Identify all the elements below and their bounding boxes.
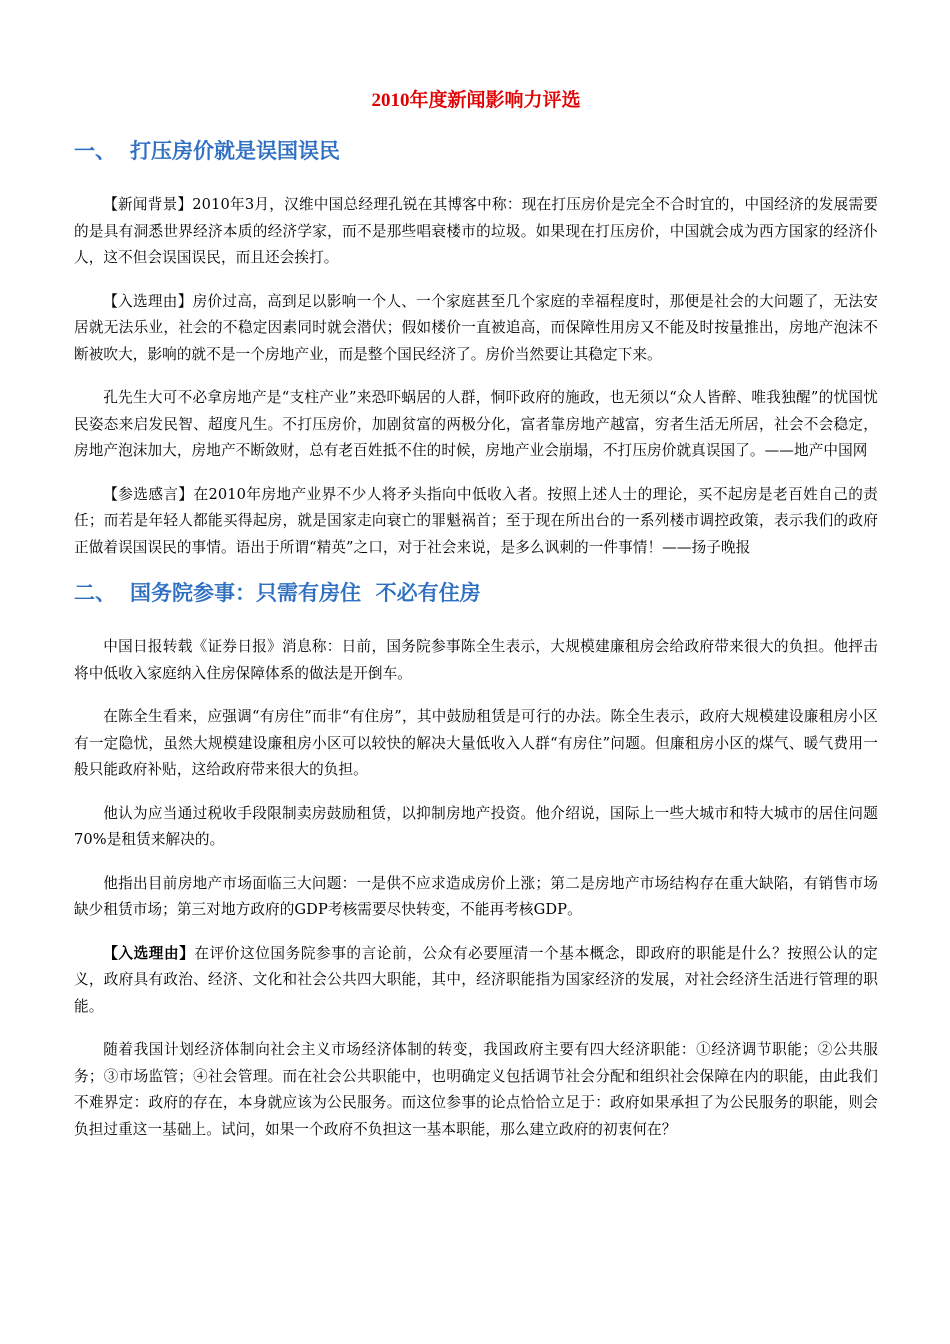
section-2 xyxy=(74,578,878,1143)
section-title: 打压房价就是误国误民 xyxy=(130,139,340,163)
paragraph-text: 2010年3月，汉维中国总经理孔锐在其博客中称：现在打压房价是完全不合时宜的，中国经济的发展需要的是具有洞悉世界经济本质的经济学家，而不是那些唱衰楼市的垃圾。如果现在打压房价，中国就会成为西方国家的经济仆人，这不但会误国误民，而且还会挨打。 xyxy=(74,196,878,266)
paragraph-text: 他指出目前房地产市场面临三大问题：一是供不应求造成房价上涨；第二是房地产市场结构存在重大缺陷，有销售市场缺少租赁市场；第三对地方政府的GDP考核需要尽快转变，不能再考核GDP。 xyxy=(74,874,878,918)
section-number: 一、 xyxy=(74,139,116,163)
section-number: 二、 xyxy=(74,581,116,605)
paragraph-tag: 【入选理由】 xyxy=(103,944,195,962)
section-1 xyxy=(74,136,878,561)
paragraph-text: 中国日报转载《证券日报》消息称：日前，国务院参事陈全生表示，大规模建廉租房会给政府带来很大的负担。他抨击将中低收入家庭纳入住房保障体系的做法是开倒车。 xyxy=(74,638,878,682)
section-heading xyxy=(74,578,878,608)
paragraph xyxy=(74,801,878,854)
paragraph-text: 房价过高，高到足以影响一个人、一个家庭甚至几个家庭的幸福程度时，那便是社会的大问题了，无法安居就无法乐业，社会的不稳定因素同时就会潜伏；假如楼价一直被追高，而保障性用房又不能及时按量推出，房地产泡沫不断被吹大，影响的就不是一个房地产业，而是整个国民经济了。房价当然要让其稳定下来。 xyxy=(74,292,878,363)
paragraph-tag: 【新闻背景】 xyxy=(103,196,193,213)
paragraph xyxy=(74,871,878,924)
paragraph xyxy=(74,192,878,272)
paragraph xyxy=(74,1037,878,1143)
paragraph-text: 在陈全生看来，应强调“有房住”而非“有住房”，其中鼓励租赁是可行的办法。陈全生表示，政府大规模建设廉租房小区有一定隐忧，虽然大规模建设廉租房小区可以较快的解决大量低收入人群“有房住”问题。但廉租房小区的煤气、暖气费用一般只能政府补贴，这给政府带来很大的负担。 xyxy=(74,708,878,778)
paragraph xyxy=(74,704,878,784)
document-title: 2010年度新闻影响力评选 xyxy=(371,90,581,111)
paragraph-text: 孔先生大可不必拿房地产是“支柱产业”来恐吓蜗居的人群，恫吓政府的施政，也无须以“众人皆醉、唯我独醒”的忧国忧民姿态来启发民智、超度凡生。不打压房价，加剧贫富的两极分化，富者靠房地产越富，穷者生活无所居，社会不会稳定，房地产泡沫加大，房地产不断敛财，总有老百姓抵不住的时候，房地产业会崩塌，不打压房价就真误国了。——地产中国网 xyxy=(74,389,878,459)
paragraph-text: 随着我国计划经济体制向社会主义市场经济体制的转变，我国政府主要有四大经济职能：①经济调节职能；②公共服务；③市场监管；④社会管理。而在社会公共职能中，也明确定义包括调节社会分配和组织社会保障在内的职能，由此我们不难界定：政府的存在，本身就应该为公民服务。而这位参事的论点恰恰立足于：政府如果承担了为公民服务的职能，则会负担过重这一基础上。试问，如果一个政府不负担这一基本职能，那么建立政府的初衷何在？ xyxy=(74,1041,878,1138)
section-heading xyxy=(74,136,878,166)
paragraph xyxy=(74,941,878,1021)
paragraph-text: 在评价这位国务院参事的言论前，公众有必要厘清一个基本概念，即政府的职能是什么？按照公认的定义，政府具有政治、经济、文化和社会公共四大职能，其中，经济职能指为国家经济的发展，对社会经济生活进行管理的职能。 xyxy=(74,944,878,1015)
paragraph xyxy=(74,482,878,562)
paragraph xyxy=(74,289,878,369)
paragraph-text: 他认为应当通过税收手段限制卖房鼓励租赁，以抑制房地产投资。他介绍说，国际上一些大城市和特大城市的居住问题70%是租赁来解决的。 xyxy=(74,804,878,848)
paragraph-tag: 【入选理由】 xyxy=(103,292,193,310)
paragraph xyxy=(74,634,878,687)
section-title: 国务院参事：只需有房住 不必有住房 xyxy=(130,581,481,605)
paragraph-tag: 【参选感言】 xyxy=(103,485,194,503)
paragraph xyxy=(74,385,878,465)
paragraph-text: 在2010年房地产业界不少人将矛头指向中低收入者。按照上述人士的理论，买不起房是老百姓自己的责任；而若是年轻人都能买得起房，就是国家走向衰亡的罪魁祸首；至于现在所出台的一系列楼市调控政策，表示我们的政府正做着误国误民的事情。语出于所谓“精英”之口，对于社会来说，是多么讽刺的一件事情！——扬子晚报 xyxy=(74,485,878,556)
